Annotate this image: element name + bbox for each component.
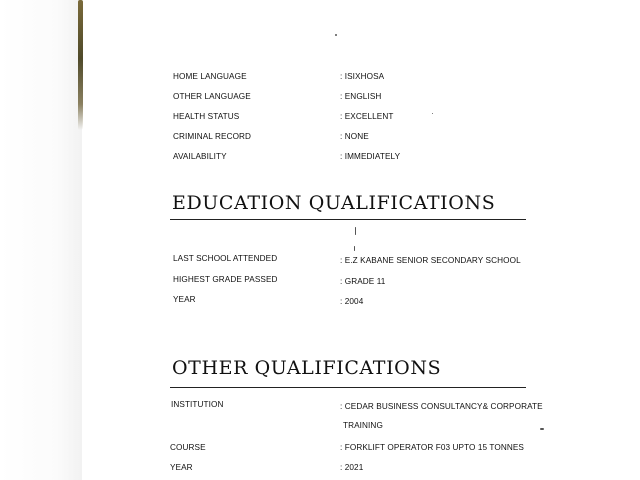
scan-speck xyxy=(355,227,356,235)
other-qualifications-heading-rule xyxy=(170,387,526,388)
scan-edge-mark xyxy=(78,0,83,130)
last-school-label: LAST SCHOOL ATTENDED xyxy=(173,254,278,263)
availability-label: AVAILABILITY xyxy=(173,152,227,161)
education-heading: EDUCATION QUALIFICATIONS xyxy=(172,192,496,214)
education-year-label: YEAR xyxy=(173,295,196,304)
health-status-label: HEALTH STATUS xyxy=(173,112,240,121)
education-year-value: : 2004 xyxy=(340,297,364,306)
institution-value: : CEDAR BUSINESS CONSULTANCY& CORPORATE xyxy=(340,402,543,411)
availability-value: : IMMEDIATELY xyxy=(340,152,401,161)
scan-speck xyxy=(354,246,355,251)
other-qualifications-heading: OTHER QUALIFICATIONS xyxy=(172,357,442,379)
institution-label: INSTITUTION xyxy=(171,400,224,409)
course-label: COURSE xyxy=(170,443,206,452)
scan-speck xyxy=(335,34,337,36)
page-edge-shadow xyxy=(0,0,82,480)
health-status-value: : EXCELLENT xyxy=(340,112,394,121)
other-year-label: YEAR xyxy=(170,463,193,472)
course-value: : FORKLIFT OPERATOR F03 UPTO 15 TONNES xyxy=(340,443,524,452)
scan-speck xyxy=(540,428,544,430)
last-school-value: : E.Z KABANE SENIOR SECONDARY SCHOOL xyxy=(340,256,521,265)
education-heading-rule xyxy=(170,219,526,220)
home-language-label: HOME LANGUAGE xyxy=(173,72,247,81)
institution-value-continued: TRAINING xyxy=(343,421,383,430)
other-year-value: : 2021 xyxy=(340,463,364,472)
highest-grade-label: HIGHEST GRADE PASSED xyxy=(173,275,278,284)
highest-grade-value: : GRADE 11 xyxy=(340,277,386,286)
criminal-record-value: : NONE xyxy=(340,132,369,141)
criminal-record-label: CRIMINAL RECORD xyxy=(173,132,252,141)
other-language-label: OTHER LANGUAGE xyxy=(173,92,251,101)
scan-speck xyxy=(432,113,433,114)
home-language-value: : ISIXHOSA xyxy=(340,72,385,81)
other-language-value: : ENGLISH xyxy=(340,92,382,101)
